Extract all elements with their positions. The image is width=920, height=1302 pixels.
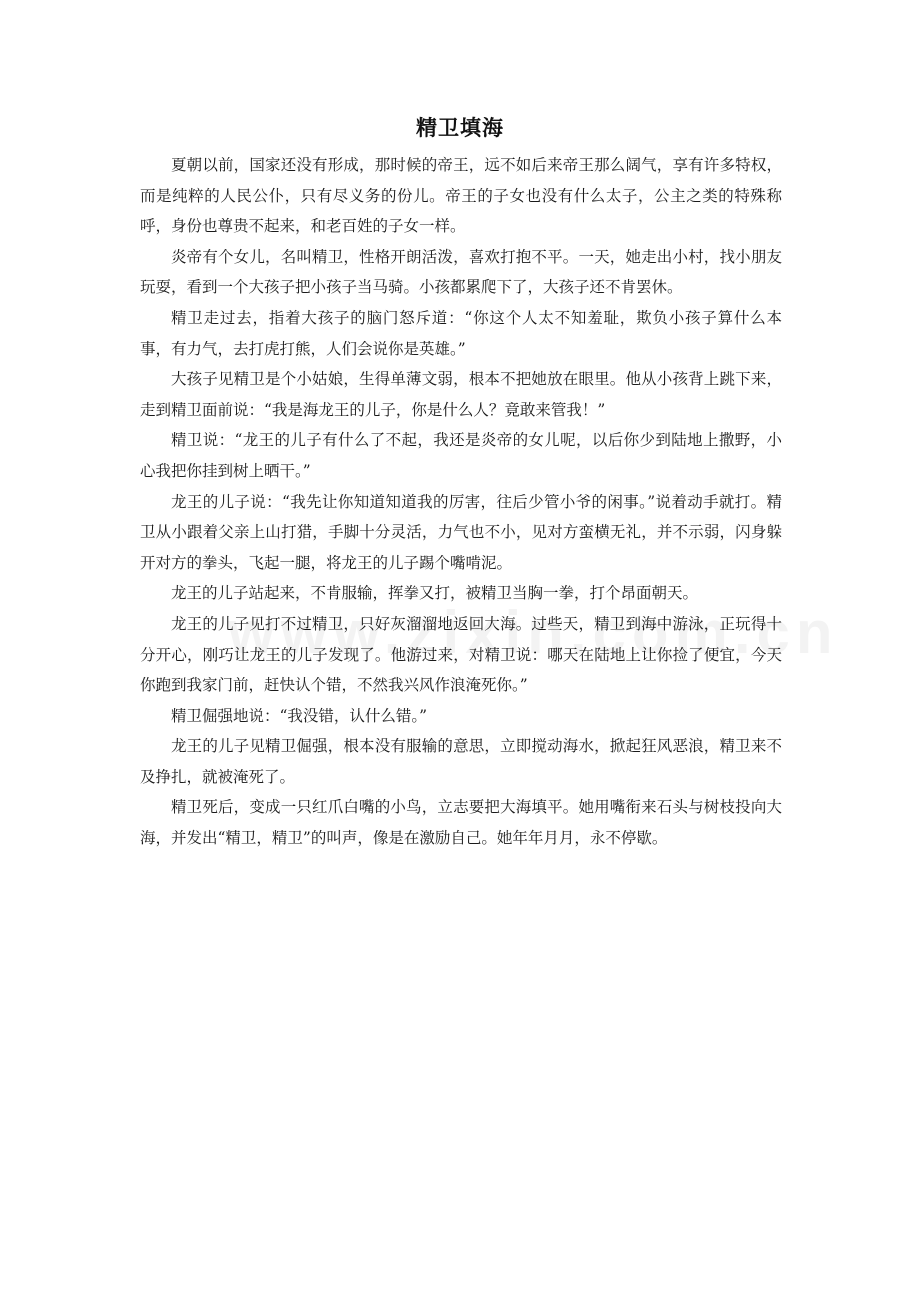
paragraph: 龙王的儿子说：“我先让你知道知道我的厉害，往后少管小爷的闲事。”说着动手就打。精卫从小跟着父亲上山打猎，手脚十分灵活，力气也不小，见对方蛮横无礼，并不示弱，闪身躲开对方的拳头，飞起一腿，将龙王的儿子踢个嘴啃泥。 bbox=[140, 492, 782, 572]
paragraph: 龙王的儿子见打不过精卫，只好灰溜溜地返回大海。过些天，精卫到海中游泳，正玩得十分开心，刚巧让龙王的儿子发现了。他游过来，对精卫说：哪天在陆地上让你捡了便宜，今天你跑到我家门前，赶快认个错，不然我兴风作浪淹死你。” bbox=[140, 614, 782, 695]
document-body bbox=[140, 150, 782, 854]
paragraph: 精卫死后，变成一只红爪白嘴的小鸟，立志要把大海填平。她用嘴衔来石头与树枝投向大海，并发出“精卫，精卫”的叫声，像是在激励自己。她年年月月，永不停歇。 bbox=[140, 798, 782, 848]
paragraph: 龙王的儿子见精卫倔强，根本没有服输的意思，立即搅动海水，掀起狂风恶浪，精卫来不及挣扎，就被淹死了。 bbox=[140, 737, 782, 786]
paragraph: 精卫走过去，指着大孩子的脑门怒斥道：“你这个人太不知羞耻，欺负小孩子算什么本事，有力气，去打虎打熊，人们会说你是英雄。” bbox=[140, 308, 782, 358]
document-title: 精卫填海 bbox=[416, 115, 504, 140]
paragraph: 精卫倔强地说：“我没错，认什么错。” bbox=[171, 706, 428, 725]
paragraph: 炎帝有个女儿，名叫精卫，性格开朗活泼，喜欢打抱不平。一天，她走出小村，找小朋友玩耍，看到一个大孩子把小孩子当马骑。小孩都累爬下了，大孩子还不肯罢休。 bbox=[140, 247, 782, 297]
paragraph: 大孩子见精卫是个小姑娘，生得单薄文弱，根本不把她放在眼里。他从小孩背上跳下来，走到精卫面前说：“我是海龙王的儿子，你是什么人？竟敢来管我！” bbox=[140, 370, 782, 419]
paragraph: 龙王的儿子站起来，不肯服输，挥拳又打，被精卫当胸一拳，打个昂面朝天。 bbox=[171, 584, 699, 603]
paragraph: 精卫说：“龙王的儿子有什么了不起，我还是炎帝的女儿呢，以后你少到陆地上撒野，小心我把你挂到树上晒干。” bbox=[140, 431, 782, 480]
paragraph: 夏朝以前，国家还没有形成，那时候的帝王，远不如后来帝王那么阔气，享有许多特权，而是纯粹的人民公仆，只有尽义务的份儿。帝王的子女也没有什么太子，公主之类的特殊称呼，身份也尊贵不起来，和老百姓的子女一样。 bbox=[140, 156, 782, 236]
